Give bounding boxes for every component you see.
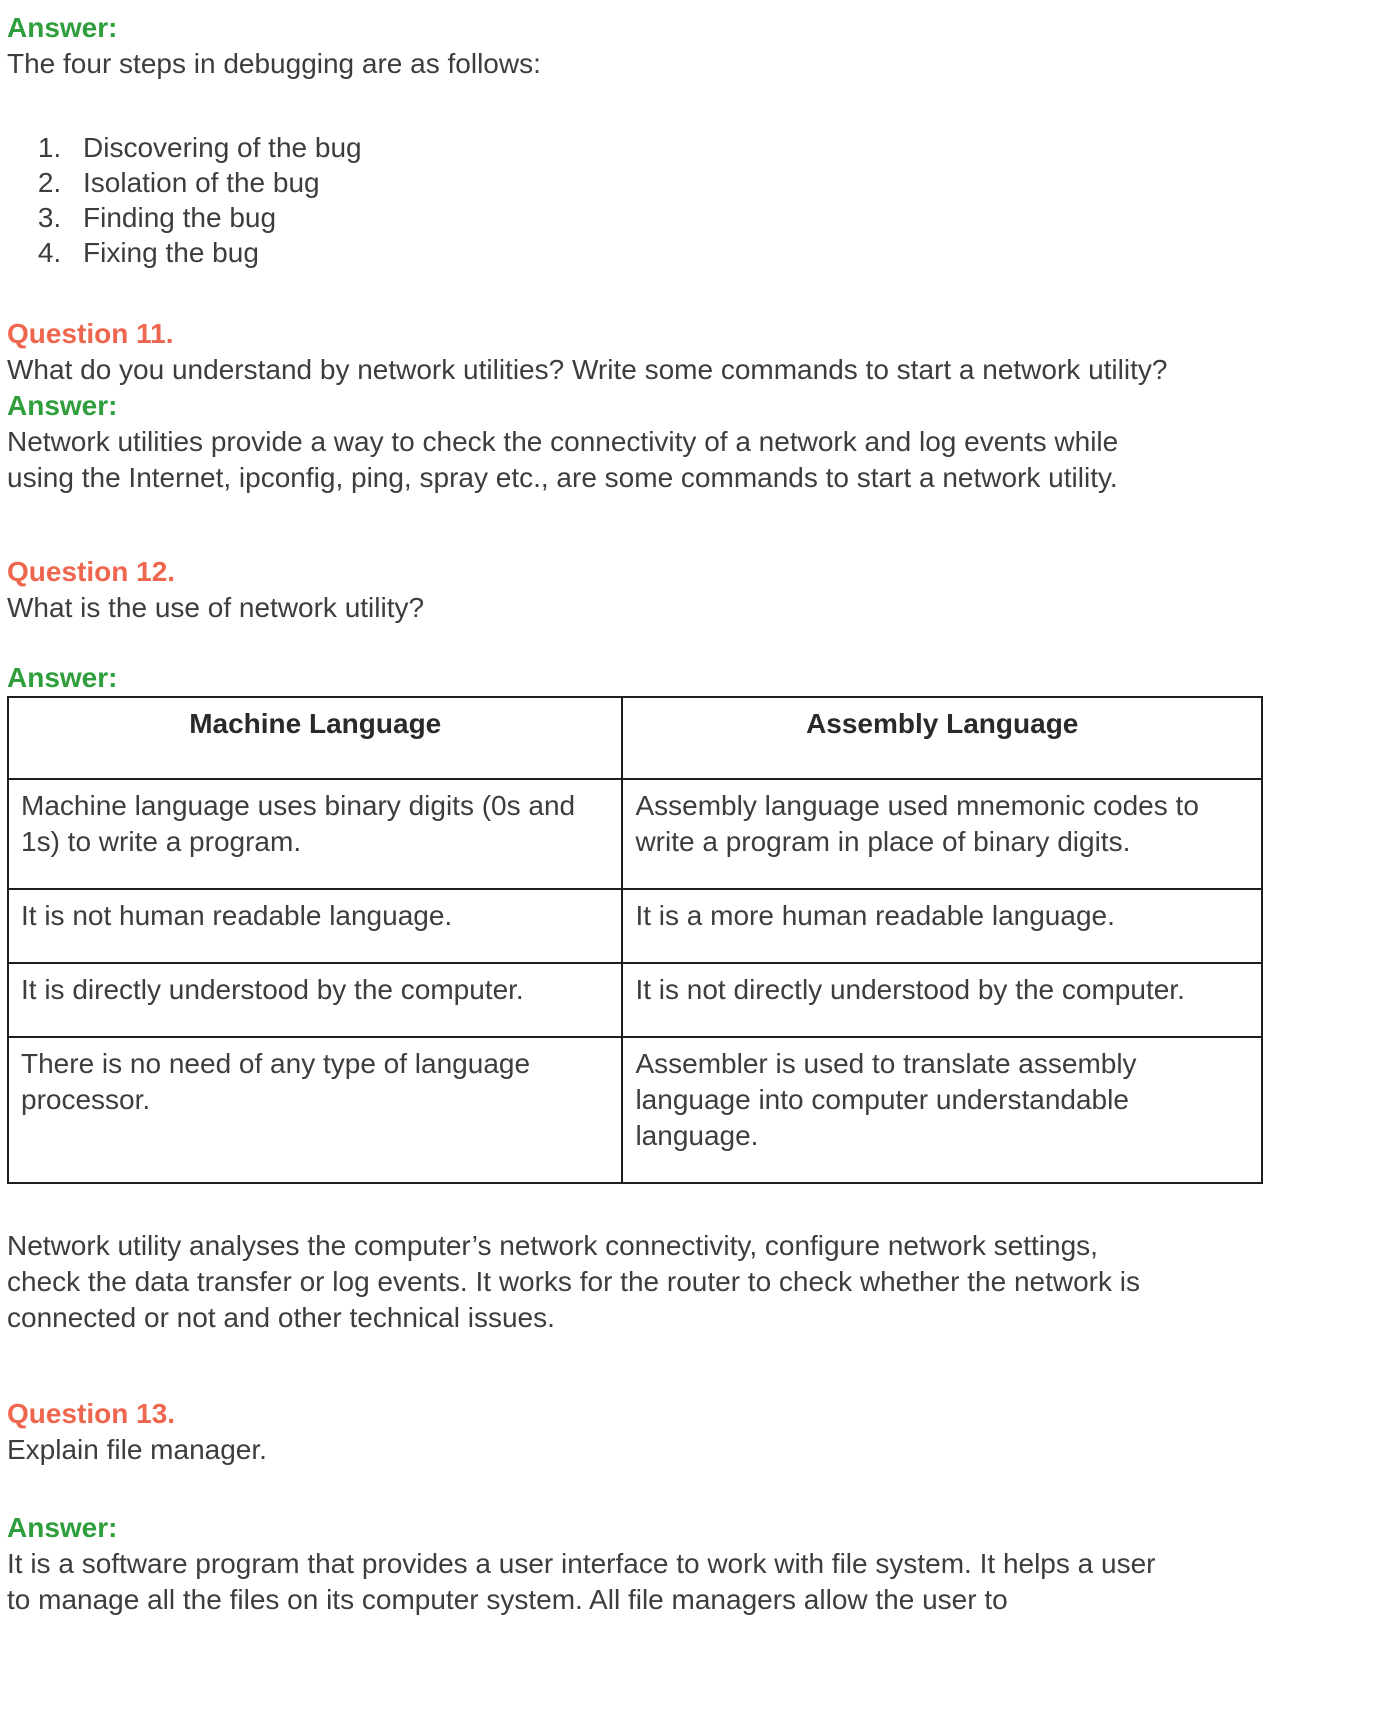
comparison-table [7,696,1263,1184]
table-cell: There is no need of any type of language processor. [8,1037,622,1183]
answer-label: Answer: [7,662,118,693]
table-row [8,963,1262,1037]
table-row [8,889,1262,963]
answer-label: Answer: [7,1512,118,1543]
question-11-label: Question 11. [7,318,174,349]
question-12-text: What is the use of network utility? [7,592,425,623]
debug-steps-list [7,130,1272,270]
debugging-intro: The four steps in debugging are as follows: [7,48,541,79]
list-item: 3. Finding the bug [69,200,1272,235]
table-cell: It is directly understood by the computer. [8,963,622,1037]
question-13-answer: It is a software program that provides a user interface to work with file system. It helps a user to manage all the files on its computer system. All file managers allow the user to [7,1548,1156,1615]
question-13-text: Explain file manager. [7,1434,267,1465]
question-12-answer: Network utility analyses the computer’s network connectivity, configure network settings, check the data transfer or log events. It works for the router to check whether the network is connected or not and other technical issues. [7,1230,1140,1333]
table-header-cell: Machine Language [8,697,622,779]
table-cell: It is not human readable language. [8,889,622,963]
list-item: 4. Fixing the bug [69,235,1272,270]
list-item: 1. Discovering of the bug [69,130,1272,165]
question-11-text: What do you understand by network utilities? Write some commands to start a network utility? [7,354,1168,385]
table-cell: Machine language uses binary digits (0s and 1s) to write a program. [8,779,622,889]
answer-label: Answer: [7,390,118,421]
answer-label: Answer: [7,12,118,43]
table-row [8,779,1262,889]
question-12-label: Question 12. [7,556,176,587]
table-cell: Assembly language used mnemonic codes to write a program in place of binary digits. [622,779,1262,889]
list-item: 2. Isolation of the bug [69,165,1272,200]
table-header-row [8,697,1262,779]
question-11-answer: Network utilities provide a way to check the connectivity of a network and log events while using the Internet, ipconfig, ping, spray etc., are some commands to start a network utility. [7,426,1119,493]
question-13-label: Question 13. [7,1398,176,1429]
table-cell: It is a more human readable language. [622,889,1262,963]
table-header-cell: Assembly Language [622,697,1262,779]
table-cell: Assembler is used to translate assembly language into computer understandable language. [622,1037,1262,1183]
table-row [8,1037,1262,1183]
table-cell: It is not directly understood by the computer. [622,963,1262,1037]
